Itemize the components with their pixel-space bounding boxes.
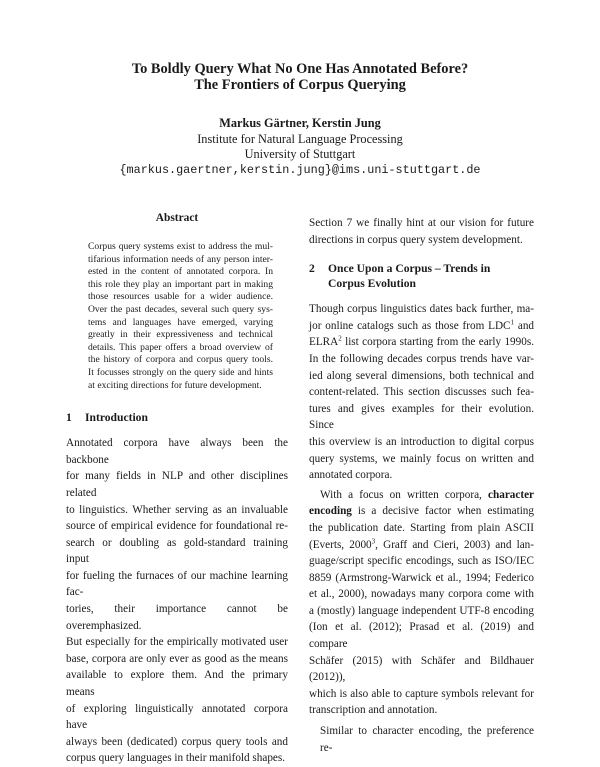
body-line: content-related. This section discusses such fea- — [309, 386, 534, 399]
body-line: Though corpus linguistics dates back further, ma- — [309, 303, 534, 316]
body-line: for fueling the furnaces of our machine learning fac- — [66, 569, 288, 599]
body-line: ied along several dimensions, both technical and — [309, 369, 534, 382]
author-university: University of Stuttgart — [244, 147, 356, 161]
introduction-body — [66, 435, 288, 767]
body-line: In the following decades corpus trends have var- — [309, 352, 534, 365]
footnote-mark: 3 — [371, 536, 376, 545]
body-line: annotated corpora. — [309, 469, 393, 482]
section-2-paragraph-1 — [309, 301, 534, 484]
section-title-line-2: Corpus Evolution — [328, 277, 416, 291]
body-line: (Ion et al. (2012); Prasad et al. (2019) and compare — [309, 621, 534, 651]
body-line: encoding is a decisive factor when estimating — [309, 505, 534, 518]
term-character: character — [488, 488, 534, 501]
abstract-line: It focusses strongly on the query side and hints — [88, 366, 273, 378]
abstract-line: Corpus query systems exist to address the mul- — [88, 241, 273, 252]
body-line: of exploring linguistically annotated corpora have — [66, 702, 288, 732]
title-line-2: The Frontiers of Corpus Querying — [194, 77, 406, 93]
body-line: tures and gives examples for their evolution. Since — [309, 402, 534, 432]
body-line: a (mostly) language independent UTF-8 encoding — [309, 604, 534, 617]
paper-title — [0, 61, 600, 93]
right-column — [309, 215, 534, 756]
body-line: tories, their importance cannot be overemphasized. — [66, 603, 288, 632]
body-line: base, corpora are only ever as good as the means — [66, 652, 288, 665]
section-title-line-1: Once Upon a Corpus – Trends in — [328, 262, 491, 276]
body-line: Similar to character encoding, the preference re- — [320, 725, 534, 754]
body-line: et al., 2000), nowadays many corpora come with — [309, 588, 534, 601]
body-line: ELRA$^2$ list corpora starting from the early 1990s. — [309, 334, 534, 349]
section-1-heading — [66, 410, 288, 425]
body-line: But especially for the empirically motivated user — [66, 636, 288, 649]
body-line: always been (dedicated) corpus query tools and — [66, 735, 288, 748]
section-number: 2 — [309, 262, 315, 276]
body-line: Schäfer (2015) with Schäfer and Bildhauer (2012)), — [309, 654, 534, 684]
abstract-heading: Abstract — [155, 212, 199, 224]
author-block — [0, 116, 600, 178]
body-line: for many fields in NLP and other disciplines related — [66, 470, 288, 499]
term-encoding: encoding — [309, 505, 352, 518]
abstract-line: tems and languages have emerged, varying — [88, 316, 273, 328]
body-line: directions in corpus query system development. — [309, 233, 523, 246]
abstract-line: ested in the content of annotated corpora. In — [88, 266, 273, 278]
body-line: 8859 (Armstrong-Warwick et al., 1994; Federico — [309, 571, 534, 584]
body-line: corpus query languages in their manifold shapes. — [66, 752, 286, 765]
section-2-paragraph-2 — [309, 487, 534, 757]
body-line: to linguistics. Whether serving as an invaluable — [66, 503, 288, 516]
abstract-line: the history of corpora and corpus query tools. — [88, 354, 273, 366]
footnote-mark: 2 — [338, 334, 342, 343]
body-line: available to explore them. And the primary means — [66, 669, 288, 699]
body-line: Annotated corpora have always been the backbone — [66, 437, 288, 466]
left-column — [66, 207, 288, 767]
section-2-heading — [309, 261, 534, 291]
body-line: (Everts, 2000$^3$, Graff and Cieri, 2003) and lan- — [309, 536, 534, 551]
footnote-mark: 1 — [510, 318, 515, 327]
body-line: source of empirical evidence for foundational re- — [66, 520, 288, 533]
title-line-1: To Boldly Query What No One Has Annotated Before? — [131, 61, 469, 77]
abstract-body — [88, 241, 273, 392]
author-names: Markus Gärtner, Kerstin Jung — [219, 116, 381, 130]
abstract-line: this role they play an important part in making — [88, 278, 273, 290]
abstract-line: those resources usable for a wider audience. — [88, 291, 273, 303]
section-title: Introduction — [85, 411, 148, 425]
body-line: this overview is an introduction to digital corpus — [309, 435, 534, 448]
author-email: {markus.gaertner,kerstin.jung}@ims.uni-stuttgart.de — [119, 162, 481, 177]
body-line: Section 7 we finally hint at our vision for future — [309, 217, 534, 229]
body-line: which is also able to capture symbols relevant for — [309, 687, 534, 700]
section-1-continuation — [309, 215, 534, 248]
abstract-line: details. This paper offers a broad overview of — [88, 341, 273, 353]
body-line: search or doubling as gold-standard training input — [66, 536, 288, 566]
body-line: With a focus on written corpora, character — [320, 488, 534, 501]
body-line: the publication date. Starting from plain ASCII — [309, 521, 534, 534]
abstract-line: Over the past decades, several such query sys- — [88, 303, 273, 315]
body-line: guage/script specific encodings, such as ISO/IEC — [309, 555, 534, 568]
body-line: jor online catalogs such as those from LDC$^1$ and — [309, 318, 535, 332]
section-number: 1 — [66, 411, 72, 425]
body-line: query systems, we mainly focus on written and — [309, 452, 534, 465]
author-institute: Institute for Natural Language Processing — [197, 131, 403, 146]
abstract-line: tifarious information needs of any person inter- — [88, 253, 273, 265]
abstract-line: at exciting directions for future development. — [88, 379, 262, 391]
body-line: transcription and annotation. — [309, 704, 438, 717]
abstract-line: greatly in their expressiveness and technical — [88, 329, 273, 341]
